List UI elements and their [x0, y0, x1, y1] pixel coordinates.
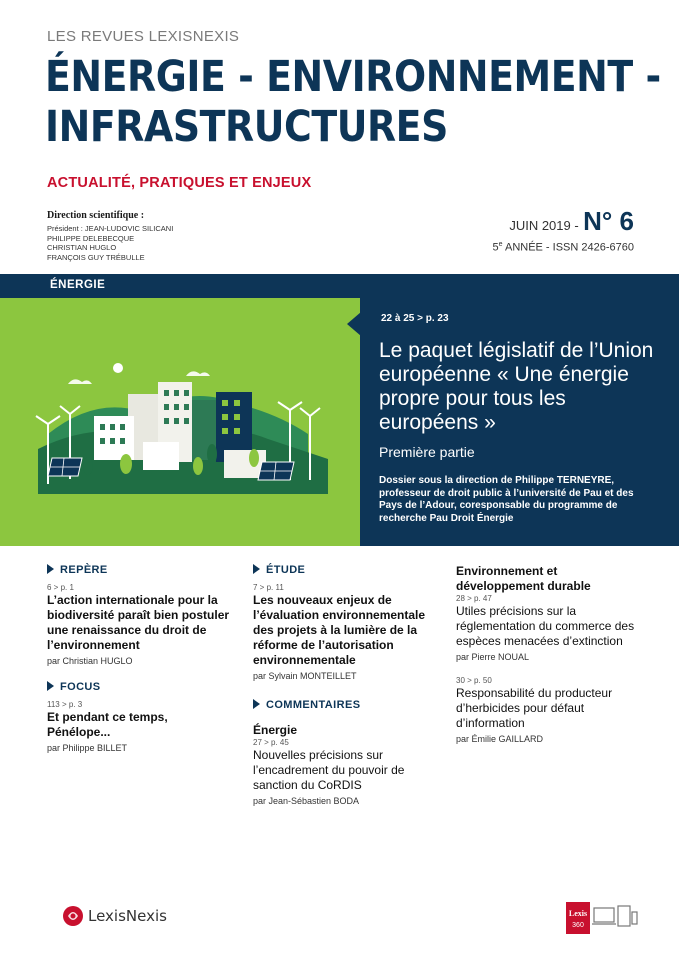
brand-name: LexisNexis	[88, 907, 167, 925]
issue-date: JUIN 2019 -	[509, 218, 579, 233]
section-repere	[47, 564, 237, 576]
article-title[interactable]: Nouvelles précisions sur l’encadrement du pouvoir de sanction du CoRDIS	[253, 748, 405, 792]
badge-top-text: Lexis	[568, 909, 588, 918]
direction-member: FRANÇOIS GUY TRÉBULLE	[47, 252, 145, 262]
green-city-illustration	[28, 354, 338, 494]
sun-icon	[113, 363, 123, 373]
section-etude	[253, 564, 443, 576]
article-author: par Pierre NOUAL	[456, 652, 530, 662]
article-ref: 6 > p. 1	[47, 583, 74, 592]
direction-heading: Direction scientifique :	[47, 210, 145, 221]
lexisnexis-logo	[62, 905, 167, 927]
article-title[interactable]: Utiles précisions sur la réglementation du commerce des espèces menacées d’extinction	[456, 604, 635, 648]
lexis-360-badge	[566, 902, 638, 936]
direction-member: PHILIPPE DELEBECQUE	[47, 233, 135, 243]
triangle-bullet-icon	[253, 564, 260, 574]
devices-icon	[592, 906, 637, 926]
direction-member: Président : JEAN-LUDOVIC SILICANI	[47, 224, 174, 233]
title-line-1: ÉNERGIE - ENVIRONNEMENT -	[45, 52, 661, 102]
article-ref: 27 > p. 45	[253, 738, 289, 747]
lexisnexis-emblem-icon	[62, 905, 84, 927]
article-ref: 7 > p. 11	[253, 583, 284, 592]
issue-info	[509, 206, 634, 237]
panel-notch	[347, 312, 361, 336]
section-label: COMMENTAIRES	[266, 699, 361, 711]
badge-bottom-text: 360	[572, 922, 584, 929]
issn-text: ANNÉE - ISSN 2426-6760	[502, 241, 634, 254]
journal-title	[45, 52, 661, 152]
subsection-heading: Environnement et développement durable	[456, 564, 591, 593]
direction-member: CHRISTIAN HUGLO	[47, 243, 117, 252]
article-title[interactable]: L’action internationale pour la biodiversité paraît bien postuler une renaissance du droit de l’environnement	[47, 593, 230, 652]
article-title[interactable]: Les nouveaux enjeux de l’évaluation environnementale des projets à la lumière de la réforme de l’autorisation environnementale	[253, 593, 426, 667]
journal-subtitle: ACTUALITÉ, PRATIQUES ET ENJEUX	[47, 175, 312, 191]
section-label: ÉTUDE	[266, 564, 306, 576]
article-author: par Christian HUGLO	[47, 656, 133, 666]
triangle-bullet-icon	[253, 699, 260, 709]
article-ref: 28 > p. 47	[456, 594, 492, 603]
subsection-heading: Énergie	[253, 723, 298, 737]
column-right	[456, 564, 636, 744]
category-label: ÉNERGIE	[50, 279, 106, 291]
column-middle	[253, 564, 443, 806]
article-author: par Sylvain MONTEILLET	[253, 671, 357, 681]
solar-panel-icon	[258, 462, 294, 480]
article-ref: 30 > p. 50	[456, 676, 492, 685]
section-focus	[47, 681, 237, 693]
year-superscript: e	[498, 241, 503, 248]
year-number: 5	[492, 241, 499, 254]
title-line-2: INFRASTRUCTURES	[45, 102, 448, 152]
section-commentaires	[253, 699, 443, 711]
feature-page-ref: 22 à 25 > p. 23	[381, 313, 449, 324]
feature-title[interactable]: Le paquet législatif de l’Union européenne « Une énergie propre pour tous les européens »	[379, 339, 654, 434]
article-author: par Émilie GAILLARD	[456, 734, 544, 744]
solar-panel-icon	[48, 458, 82, 476]
issn-line	[493, 241, 635, 254]
category-bar	[0, 274, 360, 298]
article-title[interactable]: Responsabilité du producteur d’herbicides pour défaut d’information	[456, 686, 613, 730]
article-author: par Philippe BILLET	[47, 743, 128, 753]
series-name: LES REVUES LEXISNEXIS	[47, 28, 240, 45]
triangle-bullet-icon	[47, 681, 54, 691]
section-label: FOCUS	[60, 681, 101, 693]
section-label: REPÈRE	[60, 564, 108, 576]
article-title[interactable]: Et pendant ce temps, Pénélope...	[47, 710, 168, 739]
column-left	[47, 564, 237, 753]
direction-list	[47, 224, 173, 262]
feature-description: Dossier sous la direction de Philippe TERNEYRE, professeur de droit public à l’université de Pau et des Pays de l’Adour, coresponsable du programme de recherche Pau Droit Énergie	[379, 475, 634, 524]
article-ref: 113 > p. 3	[47, 700, 83, 709]
issue-number: N° 6	[583, 206, 634, 236]
feature-subtitle: Première partie	[379, 444, 475, 460]
article-author: par Jean-Sébastien BODA	[253, 796, 360, 806]
triangle-bullet-icon	[47, 564, 54, 574]
